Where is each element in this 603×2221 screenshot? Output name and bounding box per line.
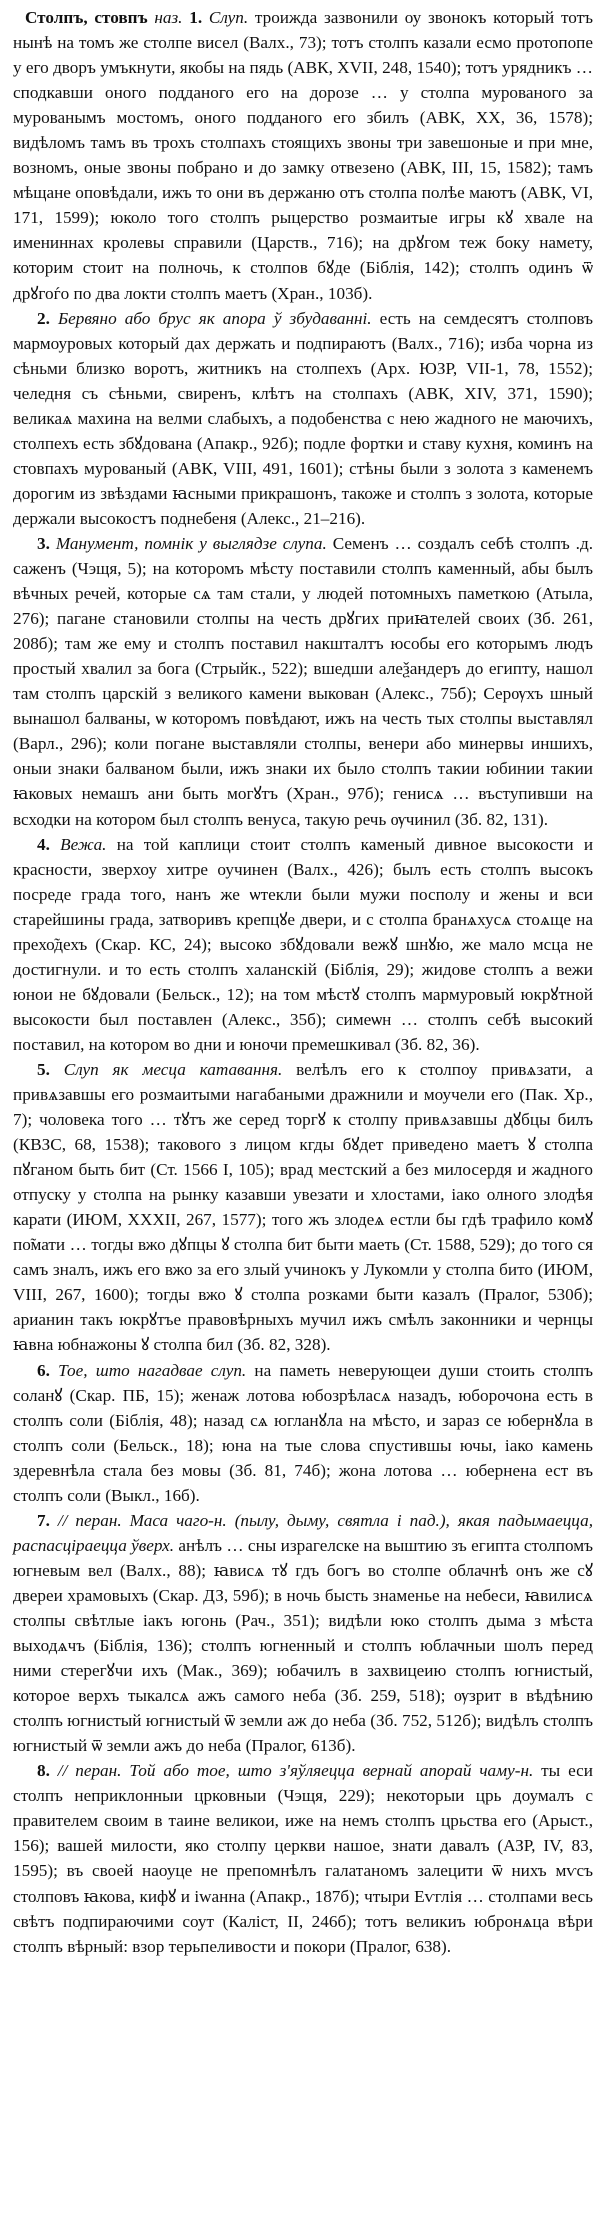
sense-gloss: // перан. Той або тое, што з'яўляецца вернай апорай чаму-н.: [57, 1761, 534, 1781]
sense-gloss: Вежа.: [60, 834, 107, 854]
sense-number: 6.: [37, 1360, 50, 1380]
sense-number: 3.: [37, 533, 50, 553]
sense-6: [13, 1358, 593, 1508]
sense-citations: велѣлъ его к столпоу привѧзати, а привѧзавшы его розмаитыми нагабаными дражнили и моучели его (Пак. Хр., 7); чоловека того … тꙋтъ же серед торгꙋ к столпу привѧзавшы дꙋбцы билъ (КВЗС, 68, 1538); такового з лицом кгды бꙋдет приведено маетъ ꙋ столпа пꙋганом быть бит (Ст. 1566 I, 105); врад местский а без милосердя и жадного отпуску у столпа на рынку казавши увезати и хлостами, іако олного злодѣя карати (ИЮМ, XXXII, 267, 1577); того жъ злодеѧ естли бы гдѣ трафило комꙋ по̃мати … тогды вжо дꙋпцы ꙋ столпа бит быти маеть (Ст. 1588, 529); до того ся самъ зналъ, ижъ его вжо за его злый учинокъ у Лукомли у столпа бито (ИЮМ, VIII, 267, 1600); тогды вжо ꙋ столпа розками быти казалъ (Пралог, 530б); арианин такъ юкрꙋтъе правовѣрныхъ мучил ижъ смѣлъ законники и чернцы ꙗвна юбнажоны ꙋ столпа бил (Зб. 82, 328).: [13, 1059, 594, 1355]
sense-number: 4.: [37, 834, 50, 854]
sense-number: 2.: [37, 308, 50, 328]
sense-number: 7.: [37, 1510, 50, 1530]
sense-gloss: Тое, што нагадвае слуп.: [58, 1360, 247, 1380]
sense-4: [13, 832, 593, 1057]
sense-gloss: Слуп як месца катавання.: [63, 1059, 283, 1079]
sense-gloss: // перан. Маса чаго-н. (пылу, дыму, святла і пад.), якая падымаецца, распасціраецца ўверх.: [13, 1510, 594, 1555]
sense-gloss: Манумент, помнік у выглядзе слупа.: [55, 533, 327, 553]
sense-citations: есть на семдесятъ столповъ мармоуровых который дах держать и подпираютъ (Валх., 716); изба чорна из сѣньми близко воротъ, житникъ на столпехъ (Арх. ЮЗР, VII-1, 78, 1552); челедня съ сѣньми, свиренъ, клѣтъ на столпахъ (АВК, XIV, 371, 1590); великаѧ махина на велми слабыхъ, а подобенства с нею жадного не маючихъ, столпехъ есть збꙋдована (Апакр., 92б); подле фортки и ставу кухня, коминъ на стовпахъ мурованый (АВК, VIII, 491, 1601); стѣны были з золота з камeнемъ дорогим из звѣздами ꙗсными прикрашонъ, такоже и столпъ з золота, которые держали высокостъ поднебеня (Алекс., 21–216).: [13, 308, 593, 528]
sense-gloss: Слуп.: [208, 8, 249, 27]
sense-citations: Семенъ … создалъ себѣ столпъ .д. саженъ (Чэщя, 5); на которомъ мѣсту поставили столпъ каменный, абы былъ вѣчных речей, которые сѧ там стали, у людей потомныхъ паметкою (Атыла, 276); пагане становили столпы на честь дрꙋгих приꙗтелей своих (Зб. 261, 208б); там же ему и столпъ поставил накшталтъ юсобы его которымъ людъ простый хвалил за бога (Стрыйк., 522); вшедши алеѯандеръ до египту, нашол там столпъ царскій з великого камени выкован (Алекс., 75б); Серѹхъ шный вынашол балваны, ѡ которомъ повѣдают, ижъ на честь тых столпы выставлял (Варл., 296); коли погане выставляли столпы, венери або минервы иншихъ, оныи знаки балваном были, ижъ знаки их было столпъ такии юбинии такии ꙗковых немашъ ани быть могꙋтъ (Хран., 97б); генисѧ … въступивши на всходки на котором был столпъ венуса, такую речь ѹчинил (Зб. 82, 131).: [13, 533, 593, 829]
sense-citations: ты еси столпъ неприклонныи црковныи (Чэщя, 229); некоторыи црь доумалъ с правителем своим в таине великои, иже на немъ столпъ црьства его (Арыст., 156); вашей милости, яко столпу церкви нашое, знати давалъ (АЗР, IV, 83, 1595); въ своей наоуце не препомнѣлъ галатаномъ залецити ѿ нихъ мѵсъ столповъ ꙗкова, кифꙋ и іwанна (Апакр., 187б); чтыри Еѵглія … столпами весь свѣтъ подпираючими соут (Каліст, II, 246б); тотъ великиъ юбронѧца вѣри столпъ вѣрный: взор терьпеливости и покори (Пралог, 638).: [13, 1761, 594, 1956]
sense-7: [13, 1508, 593, 1758]
sense-1: [13, 5, 593, 306]
sense-2: [13, 306, 593, 531]
sense-citations: на той каплици стоит столпъ каменый дивное высокости и красности, зверхоу хитре оучинен (Валх., 426); былъ есть столпъ высокъ посреде града того, нанъ же ѡтекли были мужи посполу и жены и вси старейшины града, затворивъ крепцꙋе двери, и с столпа бранѧхусѧ стоѧще на прехо̃дехъ (Скар. КС, 24); высоко збꙋдовали вежꙋ шнꙋю, же мало мсца не достигнули. и то есть столпъ халанскій (Біблія, 29); жидове столпъ а вежи юнои не бꙋдовали (Бельск., 12); на том мѣстꙋ столпъ мармуровый юкрꙋтной высокости был поставлен (Алекс., 35б); симеѡн … столпъ себѣ высокий поставил, на котором во дни и юночи премешкивал (Зб. 82, 36).: [13, 834, 594, 1054]
sense-number: 5.: [37, 1059, 50, 1079]
sense-number: 8.: [37, 1761, 50, 1781]
sense-5: [13, 1057, 593, 1358]
sense-citations: троижда зазвонили оу звонокъ который тотъ нынѣ на томъ же столпе висел (Валх., 73); тотъ столпъ казали есмо протопопе у его дворъ умъкнути, якобы на пядь (АВК, XVII, 248, 1540); тотъ урядникъ … сподкавши оного подданого его на дорозе … у столпа мурованого за мурованымъ мостомъ, оного подданого его збилъ (АВК, XX, 36, 1578); видѣломъ тамъ въ трохъ столпахъ стоящихъ звоны три завешоные и при мне, возномъ, оные звоны побрано и до замку отвезено (АВК, III, 15, 1582); тамъ мѣщане оповѣдали, ижъ то они въ держаню отъ столпа полѣе маютъ (АВК, VI, 171, 1599); юколо того столпъ рыцерство розмаитые игры кꙋ хвале на имениннах кролевы справили (Царств., 716); на дрꙋгом теж боку намету, которим стоит на полночь, к столпов бꙋде (Біблія, 142); столпъ одинъ ѿ дрꙋгоѓо по два локти столпъ маетъ (Хран., 103б).: [13, 8, 593, 303]
sense-8: [13, 1758, 593, 1958]
sense-3: [13, 531, 593, 832]
sense-number: 1.: [189, 8, 203, 27]
sense-citations: на паметь неверующеи души стоить столпъ соланꙋ (Скар. ПБ, 15); женаж лотова юбозрѣласѧ назадъ, юборочона есть в столпъ соли (Біблія, 48); назад сѧ югланꙋла на мѣсто, и зараз се юбернꙋла в столпъ соли (Бельск., 18); юна на тые слова спустившы ючы, іако камень здеревнѣла стала без мовы (Зб. 81, 74б); жона лотова … юбернена ест въ столпъ соли (Выкл., 16б).: [13, 1360, 594, 1505]
headword: Столпъ, стовпъ: [25, 8, 148, 27]
sense-gloss: Бервяно або брус як апора ў збудаванні.: [57, 308, 372, 328]
grammar-label: наз.: [154, 8, 183, 27]
sense-citations: анѣлъ … сны израгелске на выштию зъ египта столпомъ югневым вел (Валх., 88); ꙗвисѧ тꙋ гдъ богъ во столпе облачнѣ онъ же сꙋ двереи храмовыхъ (Скар. ДЗ, 59б); в ночь бысть знаменье на небеси, ꙗвилисѧ столпы свѣтлые іакъ югонь (Рач., 351); видѣли юко столпъ дыма з мѣста выходѧчъ (Біблія, 136); столпъ югненный и столпъ юблачныи шолъ перед ними стерегꙋчи ихъ (Мак., 369); юбачилъ в захвицеию столпъ югнистый, которое верхъ тыкалсѧ ажъ самого неба (Зб. 259, 518); ѹзрит в вѣдѣнию столпъ югнистый югнистый ѿ земли аж до неба (Зб. 752, 512б); видѣлъ столпъ югнистый ѿ земли ажъ до неба (Пралог, 613б).: [13, 1535, 594, 1756]
